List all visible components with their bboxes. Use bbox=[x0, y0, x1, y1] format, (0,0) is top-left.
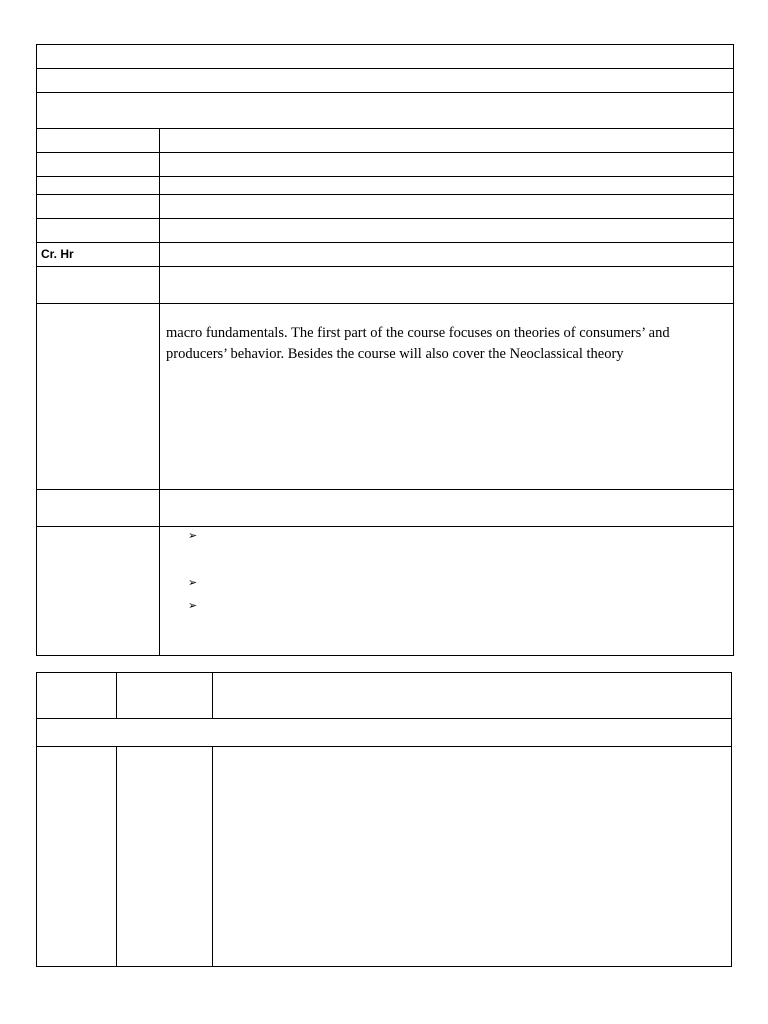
table1-row-divider bbox=[36, 489, 734, 490]
table1-row-divider bbox=[36, 194, 734, 195]
objective-bullet-icon: ➢ bbox=[188, 529, 198, 542]
table2-column-divider bbox=[116, 746, 117, 967]
objective-bullet-icon: ➢ bbox=[188, 576, 198, 589]
cr-hr-label: Cr. Hr bbox=[41, 247, 74, 261]
course-description bbox=[166, 323, 728, 365]
table1-row-divider bbox=[36, 128, 734, 129]
table1-column-divider bbox=[159, 128, 160, 656]
table2-column-divider bbox=[212, 746, 213, 967]
table2-row-divider bbox=[36, 718, 732, 719]
table1-row-divider bbox=[36, 68, 734, 69]
table1-row-divider bbox=[36, 303, 734, 304]
table2-column-divider bbox=[212, 672, 213, 719]
table1-row-divider bbox=[36, 526, 734, 527]
table1-row-divider bbox=[36, 152, 734, 153]
table1-row-divider bbox=[36, 218, 734, 219]
table1-row-divider bbox=[36, 92, 734, 93]
course-description-line-1: macro fundamentals. The first part of the course focuses on theories of consumers’ and bbox=[166, 325, 670, 341]
course-description-line-2: producers’ behavior. Besides the course will also cover the Neoclassical theory bbox=[166, 346, 624, 362]
table2-row-divider bbox=[36, 746, 732, 747]
table2-column-divider bbox=[116, 672, 117, 719]
table1-row-divider bbox=[36, 242, 734, 243]
objective-bullet-icon: ➢ bbox=[188, 599, 198, 612]
schedule-table bbox=[36, 672, 732, 967]
table1-row-divider bbox=[36, 266, 734, 267]
table1-row-divider bbox=[36, 176, 734, 177]
